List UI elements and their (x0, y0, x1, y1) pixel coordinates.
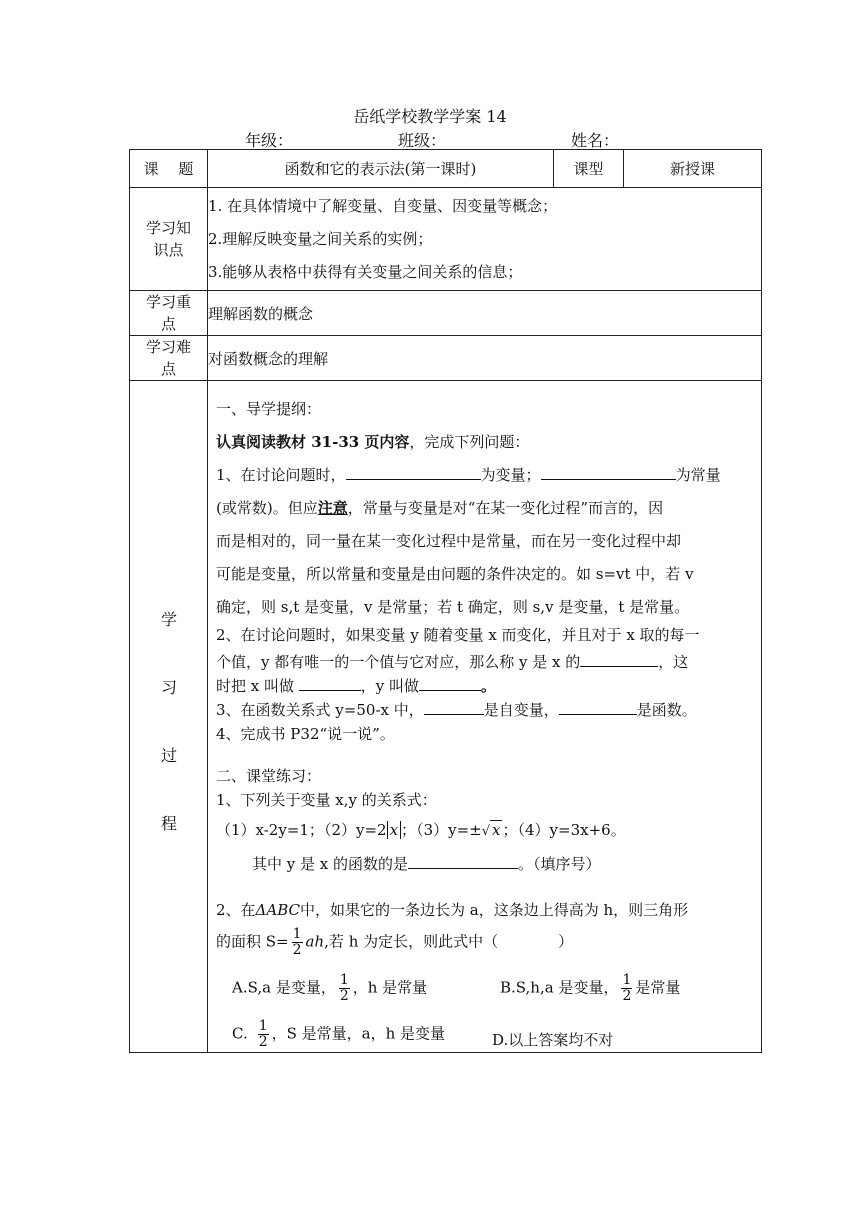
exercise1-title: 1、下列关于变量 x,y 的关系式： (216, 791, 437, 809)
difficulty-text: 对函数概念的理解 (208, 336, 762, 381)
type-value: 新授课 (624, 150, 762, 188)
name-label: 姓名： (571, 131, 620, 150)
difficulty-label (130, 336, 208, 381)
exercise1-options: （1）x-2y=1；（2）y=2 x ；（3）y=±√ x ；（4）y=3x+6。 (216, 821, 626, 839)
option-b: B.S,h,a 是变量， $\frac{1}{2}$ 是常量 (500, 972, 681, 1004)
blank (424, 700, 484, 715)
difficulty-label-line1: 学习难 (145, 338, 191, 356)
q2-line: 时把 x 叫做 ，y 叫做 。 (216, 677, 497, 695)
row-process (130, 381, 762, 1053)
fraction-half: $\frac{1}{2}$ (292, 926, 302, 958)
key-label-line2: 点 (160, 315, 176, 333)
q1-line: 确定，则 s,t 是变量，v 是常量；若 t 确定，则 s,v 是变量，t 是常量。 (216, 598, 690, 616)
row-difficulty (130, 336, 762, 381)
option-d: D.以上答案均不对 (492, 1031, 614, 1049)
process-content (208, 381, 762, 1053)
q2-line: 2、在讨论问题时，如果变量 y 随着变量 x 而变化，并且对于 x 取的每一 (216, 626, 700, 644)
knowledge-item: 2.理解反映变量之间关系的实例； (208, 229, 433, 248)
knowledge-points (208, 188, 762, 291)
reading-task: 认真阅读教材 31-33 页内容，完成下列问题： (216, 433, 530, 451)
row-knowledge (130, 188, 762, 291)
blank (346, 465, 481, 480)
knowledge-label (130, 188, 208, 291)
option-c: C. $\frac{1}{2}$ ，S 是常量，a，h 是变量 (232, 1018, 446, 1050)
sqrt-icon: √ (481, 824, 491, 839)
exercise2-line: 2、在ΔABC中，如果它的一条边长为 a，这条边上得高为 h，则三角形 (216, 901, 689, 919)
process-label-char: 过 (161, 746, 178, 765)
process-label (130, 381, 208, 1053)
q1-line: 可能是变量，所以常量和变量是由问题的条件决定的。如 s=vt 中，若 v (216, 565, 694, 583)
blank (408, 854, 518, 869)
difficulty-label-line2: 点 (160, 360, 176, 378)
topic-value: 函数和它的表示法(第一课时) (208, 150, 554, 188)
key-point-text: 理解函数的概念 (208, 291, 762, 336)
document-title: 岳纸学校教学学案 14 (353, 107, 507, 126)
topic-label: 课 题 (130, 150, 208, 188)
lesson-plan-table (129, 149, 762, 1053)
row-topic (130, 150, 762, 188)
section1-title: 一、导学提纲： (216, 400, 322, 418)
absolute-value: x (387, 821, 401, 839)
knowledge-label-line1: 学习知 (145, 219, 191, 237)
blank (299, 676, 361, 691)
row-key-point (130, 291, 762, 336)
exercise2-line: 的面积 S= $\frac{1}{2}$ ah,若 h 为定长，则此式中（ ） (216, 926, 574, 958)
section2-title: 二、课堂练习： (216, 767, 322, 785)
blank (541, 465, 676, 480)
blank (580, 652, 658, 667)
class-label: 班级： (398, 131, 447, 150)
knowledge-item: 3.能够从表格中获得有关变量之间关系的信息； (208, 262, 523, 281)
fraction-half: $\frac{1}{2}$ (622, 972, 632, 1004)
grade-label: 年级： (245, 131, 294, 150)
q1-line: (或常数)。但应注意，常量与变量是对“在某一变化过程”而言的，因 (216, 499, 664, 517)
blank (419, 676, 481, 691)
q1-line: 1、在讨论问题时， 为变量； 为常量 (216, 466, 721, 484)
key-label-line1: 学习重 (145, 293, 191, 311)
q1-line: 而是相对的，同一量在某一变化过程中是常量，而在另一变化过程中却 (216, 532, 682, 550)
process-label-char: 程 (161, 814, 178, 833)
fraction-half: $\frac{1}{2}$ (339, 972, 349, 1004)
process-label-char: 学 (161, 610, 178, 629)
option-a: A.S,a 是变量， $\frac{1}{2}$ ，h 是常量 (232, 972, 428, 1004)
exercise1-question: 其中 y 是 x 的函数的是 。（填序号） (252, 855, 601, 873)
knowledge-label-line2: 识点 (153, 241, 184, 259)
fraction-half: $\frac{1}{2}$ (258, 1018, 268, 1050)
blank (559, 700, 637, 715)
key-label (130, 291, 208, 336)
knowledge-item: 1. 在具体情境中了解变量、自变量、因变量等概念； (208, 196, 558, 215)
q2-line: 个值，y 都有唯一的一个值与它对应，那么称 y 是 x 的 ，这 (216, 653, 689, 671)
q4-line: 4、完成书 P32“说一说”。 (216, 725, 395, 743)
type-label: 课型 (554, 150, 624, 188)
q3-line: 3、在函数关系式 y=50-x 中， 是自变量， 是函数。 (216, 701, 697, 719)
process-label-char: 习 (161, 678, 178, 697)
